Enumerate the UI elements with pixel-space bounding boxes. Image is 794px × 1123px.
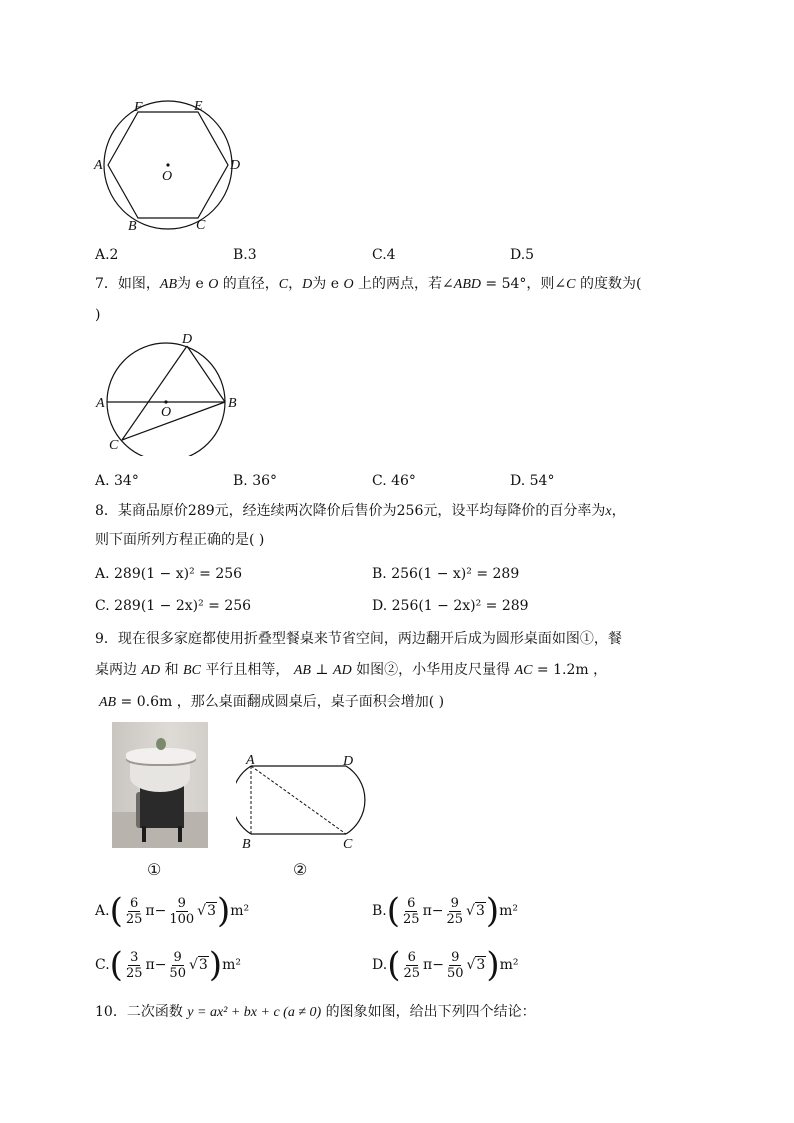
q9-text-part: 平行且相等， [200,662,294,678]
q7-text-part: 的直径， [218,276,279,292]
q7-text-part: ABD [453,277,481,292]
q7-text-part: 为 e [312,276,344,292]
q9-option-d-unit: m² [499,957,519,973]
q9-text-part: AD [333,663,352,678]
q9-option-a-frac2: $\frac{9}{100}$ [169,895,195,927]
q7-option-b: B. 36° [233,473,278,489]
q10-formula: y = ax² + bx + c (a ≠ 0) [187,1005,322,1020]
q7-question-line1 [95,274,641,295]
q7-text-part: 为 e [177,276,209,292]
q8-option-b: B. 256(1 − x)² = 289 [372,566,520,582]
q8-text-end: ， [611,503,626,519]
q6-option-c: C.4 [372,247,396,263]
q9-option-d-frac2: $\frac{9}{50}$ [446,949,464,981]
q7-label-O: O [161,405,172,420]
q8-option-c: C. 289(1 − 2x)² = 256 [95,598,252,614]
q8-number: 8． [95,503,118,519]
q7-text-part: AB [159,277,178,292]
q9-option-b-letter: B. [372,903,387,919]
q9-option-a-frac1: $\frac{6}{25}$ [125,895,143,927]
q7-text-part: O [343,277,354,292]
q9-option-d-letter: D. [372,957,388,973]
q9-option-d: D. ( $\frac{6}{25}$ π − $\frac{9}{50}$ √3 ) m² [372,945,519,985]
q9-text-part: 如图②，小华用皮尺量得 [351,662,515,678]
q9-text-part: AC [514,663,533,678]
q8-option-d: D. 256(1 − 2x)² = 289 [372,598,529,614]
q9-option-c: C. ( $\frac{3}{25}$ π − $\frac{9}{50}$ √3 ) m² [95,945,241,985]
q9-option-a-unit: m² [230,903,250,919]
q7-label-C: C [109,438,119,453]
hex-label-O: O [162,169,173,184]
q9-option-a-letter: A. [95,903,110,919]
q10-question-line1 [95,1002,536,1023]
q7-number: 7． [95,276,118,292]
q9-caption-1: ① [147,860,162,879]
minus-sign: − [431,903,444,919]
q7-label-A: A [96,396,105,411]
q8-variable: x [605,504,612,519]
q9-number: 9． [95,631,118,647]
q7-text-part: O [208,277,219,292]
q9-option-b-frac1: $\frac{6}{25}$ [403,895,420,927]
folding-table-photo [112,722,208,848]
q9-text-part: BC [183,663,201,678]
pi-symbol: π [145,903,155,919]
sqrt-symbol: √3 [466,957,486,973]
q9-question-line1 [95,629,622,649]
q9-label-A: A [246,753,255,768]
q7-text-part: C [566,277,576,292]
q7-option-a: A. 34° [95,473,139,489]
hex-label-C: C [196,218,206,233]
q7-circle-figure [92,328,242,456]
q9-label-D: D [343,754,354,769]
q7-label-D: D [182,332,193,347]
q7-text-part: ， [288,276,303,292]
q7-text-part: = 54°，则∠ [480,276,567,292]
q9-caption-2: ② [293,860,308,879]
q9-text: 现在很多家庭都使用折叠型餐桌来节省空间，两边翻开后成为圆形桌面如图①，餐 [117,631,622,647]
hex-label-F: F [134,100,143,115]
q7-text-part: 如图， [117,276,160,292]
q9-option-b: B. ( $\frac{6}{25}$ π − $\frac{9}{25}$ √3 ) m² [372,891,519,931]
q9-text-part: = 0.6m ，那么桌面翻成圆桌后，桌子面积会增加( ) [116,694,445,710]
q8-question-line1 [95,501,626,522]
q9-table-diagram [236,750,366,852]
q10-text-end: 的图象如图，给出下列四个结论： [321,1004,536,1020]
q7-text-part: 的度数为( [575,276,642,292]
q7-text-part: C [278,277,289,292]
q7-text-part: D [302,277,313,292]
sqrt-symbol: √3 [188,957,208,973]
sqrt-symbol: √3 [466,903,485,919]
minus-sign: − [154,903,167,919]
pi-symbol: π [423,957,433,973]
hex-label-B: B [128,219,137,234]
q6-option-a: A.2 [95,247,119,263]
q7-label-B: B [228,396,237,411]
sqrt-symbol: √3 [197,903,216,919]
q7-text-part: 上的两点，若∠ [353,276,454,292]
hex-label-E: E [194,99,203,114]
hexagon-circle-figure [90,92,250,238]
q9-question-line3 [99,692,444,713]
q9-option-c-frac2: $\frac{9}{50}$ [169,949,186,981]
q9-option-d-frac1: $\frac{6}{25}$ [403,949,420,981]
minus-sign: − [154,957,167,973]
q6-option-b: B.3 [233,247,257,263]
q9-option-c-frac1: $\frac{3}{25}$ [125,949,143,981]
q9-question-line2 [95,660,607,681]
q8-option-a: A. 289(1 − x)² = 256 [95,566,243,582]
q9-option-a: A. ( $\frac{6}{25}$ π − $\frac{9}{100}$ √3 ) m² [95,891,250,931]
q6-option-d: D.5 [510,247,535,263]
q9-option-b-frac2: $\frac{9}{25}$ [446,895,464,927]
pi-symbol: π [422,903,432,919]
q8-text: 某商品原价289元，经连续两次降价后售价为256元，设平均每降价的百分率为 [117,503,606,519]
q9-text-part: AB [99,695,117,710]
q8-question-line2: 则下面所列方程正确的是( ) [95,532,265,548]
q9-text-part: 和 [160,662,184,678]
pi-symbol: π [145,957,155,973]
q7-question-line2: ) [95,307,101,323]
q9-text-part: AD [141,663,161,678]
q9-option-c-unit: m² [222,957,241,973]
q9-text-part: AB [293,663,311,678]
minus-sign: − [432,957,444,973]
q9-label-B: B [242,837,251,852]
q9-label-C: C [343,837,353,852]
hex-label-D: D [230,158,241,173]
hex-label-A: A [94,158,103,173]
q9-option-c-letter: C. [95,957,110,973]
q10-number: 10． [95,1004,127,1020]
q9-text-part: ⊥ [310,662,334,678]
q9-option-b-unit: m² [499,903,519,919]
q7-option-c: C. 46° [372,473,416,489]
q9-text-part: = 1.2m ， [532,662,608,678]
q7-option-d: D. 54° [510,473,555,489]
q10-text: 二次函数 [126,1004,188,1020]
q9-text-part: 桌两边 [95,662,142,678]
